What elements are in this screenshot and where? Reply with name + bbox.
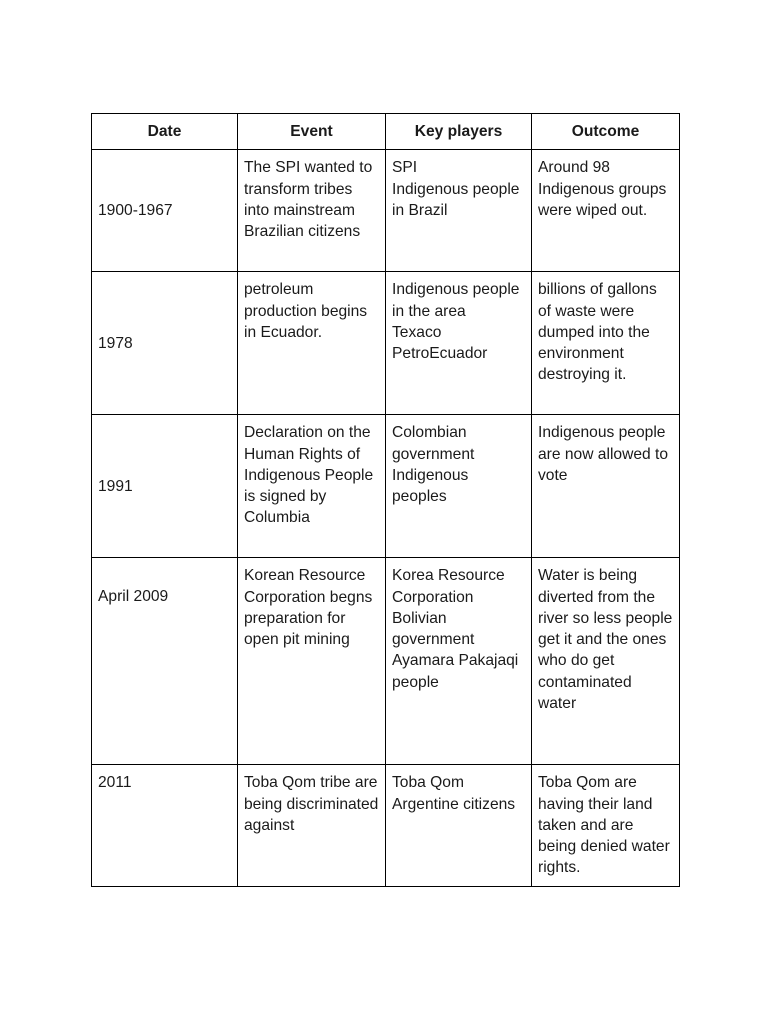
outcome-cell: Toba Qom are having their land taken and are being denied water rights. [532, 765, 680, 887]
timeline-table [91, 113, 680, 887]
date-cell: 1991 [92, 415, 238, 558]
table-row [92, 150, 680, 272]
event-cell: The SPI wanted to transform tribes into mainstream Brazilian citizens [238, 150, 386, 272]
table-header [92, 114, 680, 150]
table-body [92, 150, 680, 887]
header-key-players: Key players [386, 114, 532, 150]
key-players-cell: Toba Qom Argentine citizens [386, 765, 532, 887]
outcome-cell: billions of gallons of waste were dumped into the environment destroying it. [532, 272, 680, 415]
key-players-cell: Colombian government Indigenous peoples [386, 415, 532, 558]
header-row [92, 114, 680, 150]
date-cell: 2011 [92, 765, 238, 887]
outcome-cell: Water is being diverted from the river so less people get it and the ones who do get contaminated water [532, 558, 680, 765]
event-cell: Korean Resource Corporation begns preparation for open pit mining [238, 558, 386, 765]
header-outcome: Outcome [532, 114, 680, 150]
table-row [92, 558, 680, 765]
date-cell: 1900-1967 [92, 150, 238, 272]
table-row [92, 415, 680, 558]
event-cell: petroleum production begins in Ecuador. [238, 272, 386, 415]
header-date: Date [92, 114, 238, 150]
table-row [92, 272, 680, 415]
header-event: Event [238, 114, 386, 150]
date-cell: 1978 [92, 272, 238, 415]
table-row [92, 765, 680, 887]
event-cell: Toba Qom tribe are being discriminated against [238, 765, 386, 887]
key-players-cell: Indigenous people in the area Texaco PetroEcuador [386, 272, 532, 415]
key-players-cell: Korea Resource Corporation Bolivian government Ayamara Pakajaqi people [386, 558, 532, 765]
key-players-cell: SPI Indigenous people in Brazil [386, 150, 532, 272]
outcome-cell: Around 98 Indigenous groups were wiped out. [532, 150, 680, 272]
outcome-cell: Indigenous people are now allowed to vote [532, 415, 680, 558]
event-cell: Declaration on the Human Rights of Indigenous People is signed by Columbia [238, 415, 386, 558]
date-cell: April 2009 [92, 558, 238, 765]
